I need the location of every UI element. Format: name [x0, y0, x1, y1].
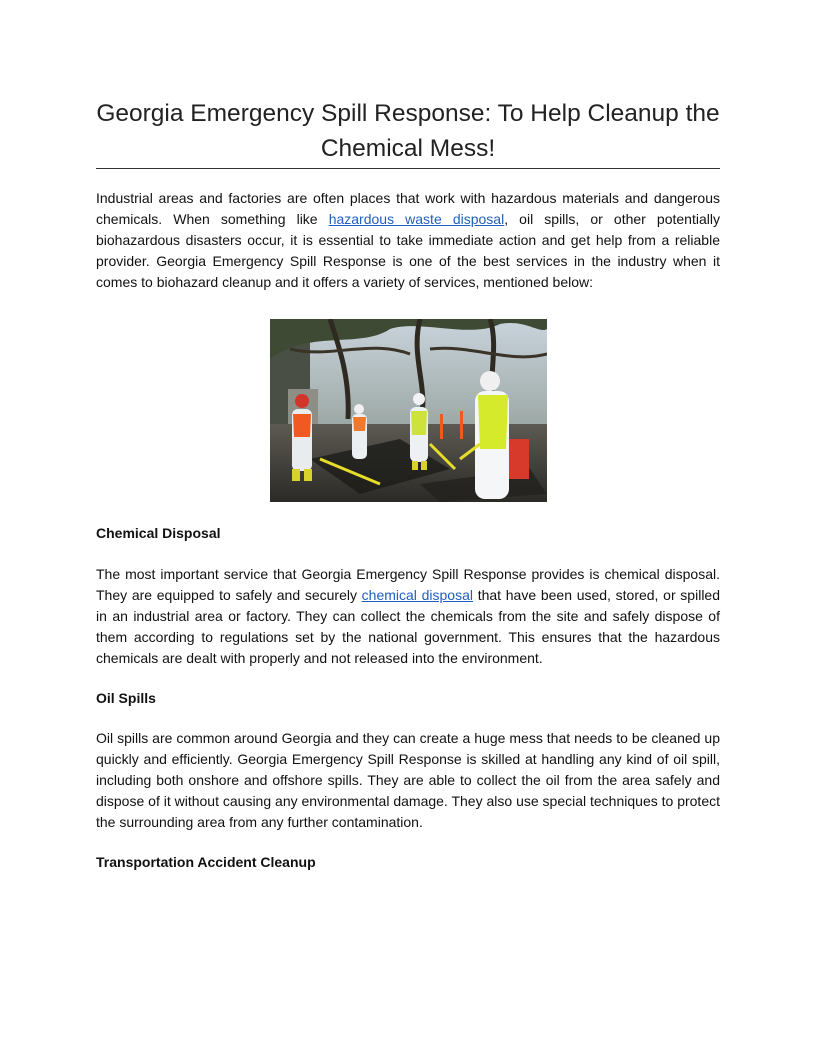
intro-text-after: , oil spills, or other potentially biohazardous disasters occur, it is essential to take immediate action and get help from a reliable provider. Georgia Emergency Spill Response is one of the best services in the industry when it comes to biohazard cleanup and it offers a variety of services, mentioned below: — [96, 211, 720, 290]
chemical-disposal-link[interactable]: chemical disposal — [361, 587, 473, 603]
intro-text-before: Industrial areas and factories are often places that work with hazardous materials and dangerous chemicals. When something like — [96, 190, 720, 227]
cleanup-workers-photo — [270, 319, 547, 502]
title-divider — [96, 168, 720, 169]
photo-illustration — [270, 319, 547, 502]
chemical-text-before: The most important service that Georgia Emergency Spill Response provides is chemical disposal. They are equipped to safely and securely — [96, 566, 720, 603]
oil-spills-heading: Oil Spills — [96, 690, 156, 706]
document-page — [96, 96, 720, 873]
intro-paragraph — [96, 188, 720, 293]
oil-spills-paragraph: Oil spills are common around Georgia and they can create a huge mess that needs to be cleaned up quickly and efficiently. Georgia Emergency Spill Response is skilled at handling any kind of oil spill, including both onshore and offshore spills. They are able to collect the oil from the area safely and dispose of it without causing any environmental damage. They also use special techniques to protect the surrounding area from any further contamination. — [96, 730, 720, 830]
hazardous-waste-link[interactable]: hazardous waste disposal — [328, 211, 505, 227]
chemical-disposal-heading: Chemical Disposal — [96, 525, 221, 541]
chemical-disposal-paragraph — [96, 564, 720, 669]
chemical-text-after: that have been used, stored, or spilled in an industrial area or factory. They can collect the chemicals from the site and safely dispose of them according to regulations set by the national government. This ensures that the hazardous chemicals are dealt with properly and not released into the environment. — [96, 587, 720, 666]
transportation-cleanup-heading: Transportation Accident Cleanup — [96, 854, 316, 870]
page-title: Georgia Emergency Spill Response: To Help Cleanup the Chemical Mess! — [96, 100, 720, 162]
